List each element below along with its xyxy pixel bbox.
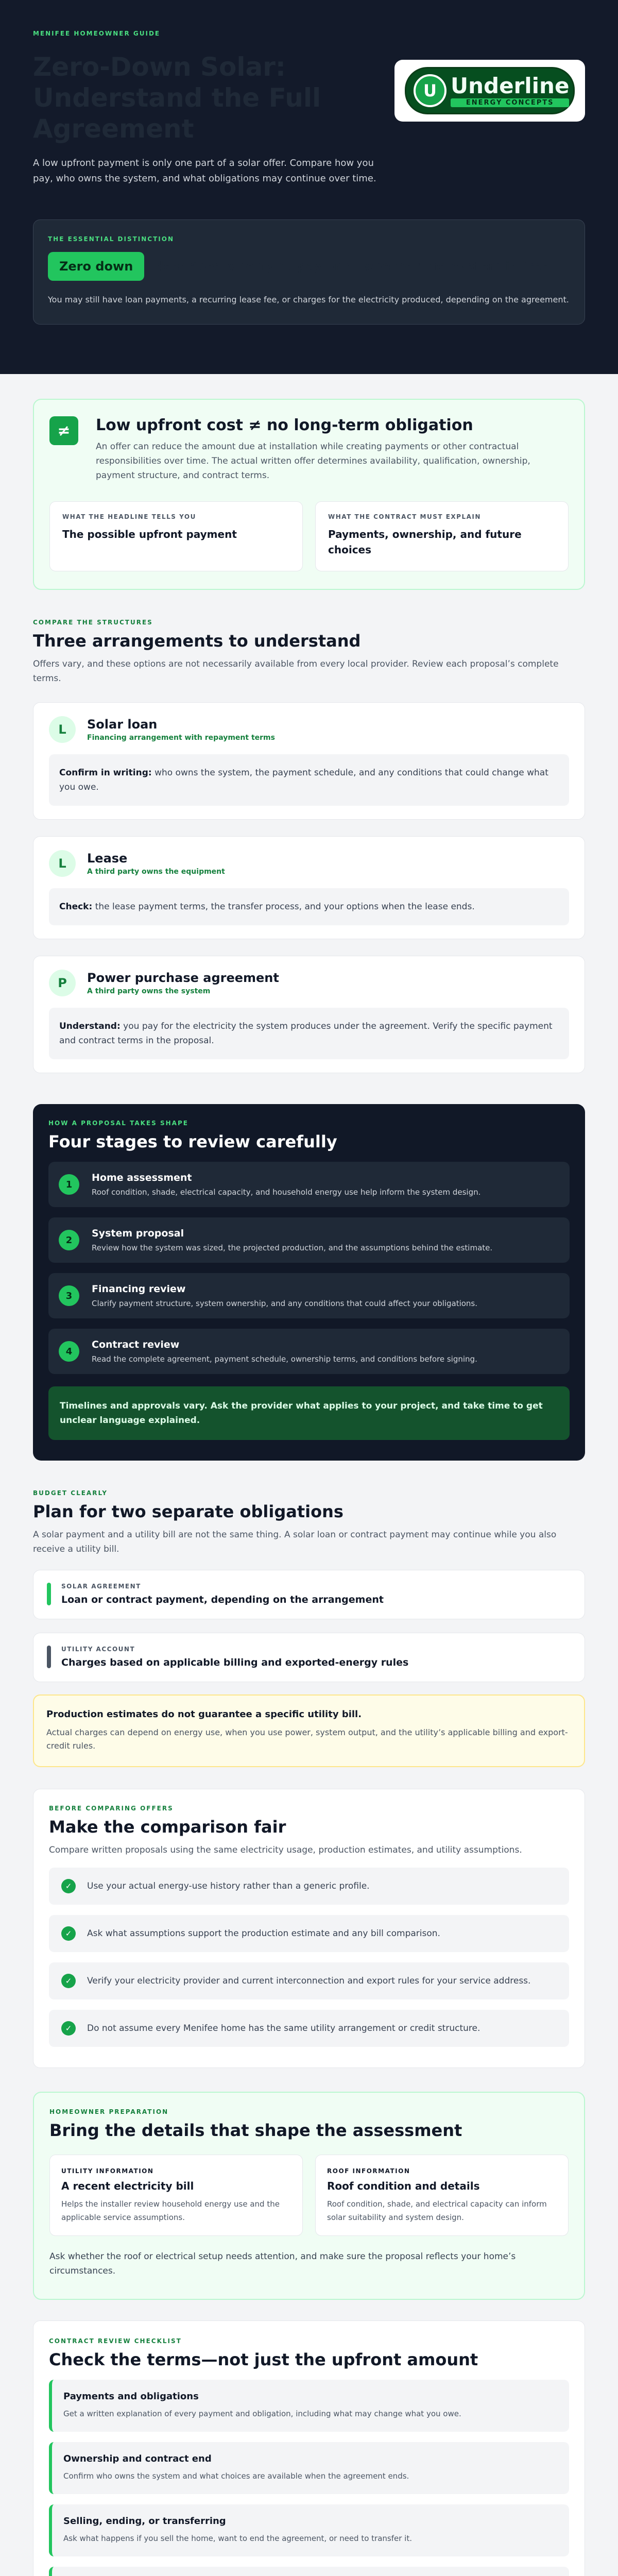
arrangement-note bbox=[49, 1008, 569, 1059]
arrangement-letter-icon: P bbox=[49, 970, 76, 996]
section-intro: Offers vary, and these options are not necessarily available from every local provider. Review each proposal’s complete terms. bbox=[33, 659, 559, 684]
section-intro: Compare written proposals using the same electricity usage, production estimates, and utility assumptions. bbox=[49, 1845, 522, 1855]
arrangement-title: Lease bbox=[87, 851, 128, 866]
section-title: Three arrangements to understand bbox=[33, 631, 361, 651]
obligation-label: UTILITY ACCOUNT bbox=[61, 1646, 135, 1653]
review-item-desc: Confirm who owns the system and what choices are available when the agreement ends. bbox=[63, 2471, 409, 2481]
checklist-text: Ask what assumptions support the production estimate and any bill comparison. bbox=[87, 1928, 440, 1939]
section-title: Bring the details that shape the assessment bbox=[49, 2121, 462, 2140]
logo-mark-icon: U bbox=[414, 74, 447, 107]
section-intro: A solar payment and a utility bill are not the same thing. A solar loan or contract payment may continue while you also receive a utility bill. bbox=[33, 1530, 557, 1554]
distinction-panel bbox=[33, 219, 585, 325]
arrangement-subtitle: A third party owns the equipment bbox=[87, 868, 225, 876]
stage-item bbox=[48, 1162, 570, 1207]
structures-section bbox=[33, 619, 585, 1073]
arrangement-subtitle: Financing arrangement with repayment terms bbox=[87, 734, 275, 742]
obligation-label: SOLAR AGREEMENT bbox=[61, 1583, 141, 1590]
checklist-item bbox=[49, 1868, 569, 1905]
obligation-bar bbox=[47, 1583, 51, 1605]
review-item bbox=[49, 2567, 569, 2576]
prep-col-title: Roof condition and details bbox=[327, 2180, 480, 2192]
prep-section bbox=[33, 2092, 585, 2300]
arrangement-subtitle: A third party owns the system bbox=[87, 987, 211, 995]
check-icon: ✓ bbox=[61, 1974, 76, 1988]
logo-wordmark: Underline bbox=[451, 73, 570, 98]
stage-number: 4 bbox=[59, 1341, 79, 1362]
arrangement-title: Power purchase agreement bbox=[87, 971, 279, 985]
obligation-title: Charges based on applicable billing and exported-energy rules bbox=[61, 1657, 409, 1668]
review-item bbox=[49, 2380, 569, 2432]
check-icon: ✓ bbox=[61, 2021, 76, 2036]
checklist-item bbox=[49, 1962, 569, 1999]
section-eyebrow: BEFORE COMPARING OFFERS bbox=[49, 1805, 174, 1812]
principle-card bbox=[33, 399, 585, 590]
stage-item bbox=[48, 1217, 570, 1263]
review-item-title: Payments and obligations bbox=[63, 2391, 199, 2402]
review-item-desc: Ask what happens if you sell the home, want to end the agreement, or need to transfer it. bbox=[63, 2534, 412, 2543]
arrangement-title: Solar loan bbox=[87, 717, 158, 732]
section-eyebrow: HOW A PROPOSAL TAKES SHAPE bbox=[48, 1120, 188, 1127]
warning-title: Production estimates do not guarantee a specific utility bill. bbox=[46, 1709, 362, 1720]
logo-tagline: ENERGY CONCEPTS bbox=[451, 98, 569, 107]
obligation-bar bbox=[47, 1646, 51, 1668]
section-title: Make the comparison fair bbox=[49, 1817, 286, 1837]
stage-number: 1 bbox=[59, 1174, 79, 1195]
arrangement-note-label: Understand: bbox=[59, 1021, 121, 1031]
stage-title: Contract review bbox=[92, 1339, 180, 1350]
principle-col-label: WHAT THE HEADLINE TELLS YOU bbox=[62, 513, 196, 520]
obligation-title: Loan or contract payment, depending on the arrangement bbox=[61, 1594, 384, 1605]
arrangement-note bbox=[49, 754, 569, 806]
compare-section bbox=[33, 1789, 585, 2068]
section-title: Check the terms—not just the upfront amount bbox=[49, 2350, 478, 2369]
checklist-text: Verify your electricity provider and current interconnection and export rules for your service address. bbox=[87, 1976, 531, 1986]
stage-number: 2 bbox=[59, 1230, 79, 1250]
principle-title: Low upfront cost ≠ no long-term obligation bbox=[96, 416, 473, 434]
obligation-solar bbox=[33, 1570, 585, 1619]
company-logo[interactable] bbox=[394, 60, 585, 122]
prep-roof-box bbox=[315, 2155, 569, 2236]
stage-item bbox=[48, 1273, 570, 1318]
hero-intro: A low upfront payment is only one part of a solar offer. Compare how you pay, who owns the system, and what obligations may continue over time. bbox=[33, 158, 376, 184]
section-eyebrow: COMPARE THE STRUCTURES bbox=[33, 619, 153, 626]
section-eyebrow: CONTRACT REVIEW CHECKLIST bbox=[49, 2337, 182, 2345]
stage-title: System proposal bbox=[92, 1228, 184, 1239]
arrangement-note bbox=[49, 888, 569, 925]
principle-col-label: WHAT THE CONTRACT MUST EXPLAIN bbox=[328, 513, 481, 520]
stage-title: Home assessment bbox=[92, 1172, 192, 1183]
checklist-text: Do not assume every Menifee home has the same utility arrangement or credit structure. bbox=[87, 2023, 480, 2033]
section-eyebrow: HOMEOWNER PREPARATION bbox=[49, 2108, 169, 2115]
checklist-item bbox=[49, 1915, 569, 1952]
prep-col-desc: Helps the installer review household energy use and the applicable service assumptions. bbox=[61, 2199, 280, 2222]
obligation-utility bbox=[33, 1633, 585, 1682]
stage-desc: Read the complete agreement, payment schedule, ownership terms, and conditions before signing. bbox=[92, 1354, 477, 1364]
estimate-warning bbox=[33, 1694, 585, 1767]
arrangement-note-label: Check: bbox=[59, 902, 93, 912]
stages-section bbox=[33, 1104, 585, 1461]
check-icon: ✓ bbox=[61, 1879, 76, 1893]
stage-desc: Roof condition, shade, electrical capacity, and household energy use help inform the system design. bbox=[92, 1188, 481, 1197]
checklist-item bbox=[49, 2010, 569, 2047]
section-title: Plan for two separate obligations bbox=[33, 1502, 344, 1521]
budget-section bbox=[33, 1489, 585, 1767]
stage-desc: Clarify payment structure, system ownership, and any conditions that could affect your obligations. bbox=[92, 1299, 478, 1308]
distinction-note: You may still have loan payments, a recurring lease fee, or charges for the electricity produced, depending on the agreement. bbox=[48, 295, 569, 304]
prep-col-label: UTILITY INFORMATION bbox=[61, 2167, 154, 2175]
arrangement-card-lease bbox=[33, 836, 585, 939]
review-item bbox=[49, 2442, 569, 2494]
arrangement-note-text: who owns the system, the payment schedule, and any conditions that could change what you owe. bbox=[59, 768, 548, 792]
stages-tip: Timelines and approvals vary. Ask the provider what applies to your project, and take time to get unclear language explained. bbox=[48, 1386, 570, 1440]
prep-col-desc: Roof condition, shade, and electrical capacity can inform solar suitability and system design. bbox=[327, 2199, 547, 2222]
not-equal-icon: ≠ bbox=[49, 416, 78, 445]
stage-item bbox=[48, 1329, 570, 1374]
warning-text: Actual charges can depend on energy use, when you use power, system output, and the utility’s applicable billing and export-credit rules. bbox=[46, 1727, 568, 1751]
review-item bbox=[49, 2504, 569, 2556]
arrangement-note-text: you pay for the electricity the system produces under the agreement. Verify the specific payment and contract terms in the proposal. bbox=[59, 1021, 553, 1046]
main-content bbox=[0, 374, 618, 2576]
arrangement-card-ppa bbox=[33, 956, 585, 1073]
check-icon: ✓ bbox=[61, 1926, 76, 1941]
prep-col-label: ROOF INFORMATION bbox=[327, 2167, 410, 2175]
review-item-title: Ownership and contract end bbox=[63, 2453, 212, 2464]
prep-utility-box bbox=[49, 2155, 303, 2236]
section-title: Four stages to review carefully bbox=[48, 1132, 337, 1151]
review-item-title: Selling, ending, or transferring bbox=[63, 2516, 226, 2527]
stage-desc: Review how the system was sized, the projected production, and the assumptions behind the estimate. bbox=[92, 1243, 493, 1252]
zero-down-pill: Zero down bbox=[48, 252, 144, 281]
section-eyebrow: BUDGET CLEARLY bbox=[33, 1489, 108, 1497]
stage-number: 3 bbox=[59, 1285, 79, 1306]
review-item-desc: Get a written explanation of every payment and obligation, including what may change what you owe. bbox=[63, 2409, 461, 2418]
principle-col-title: Payments, ownership, and future choices bbox=[328, 528, 522, 556]
checklist-text: Use your actual energy-use history rather than a generic profile. bbox=[87, 1881, 370, 1891]
review-section bbox=[33, 2320, 585, 2576]
arrangement-note-label: Confirm in writing: bbox=[59, 768, 152, 778]
hero bbox=[0, 0, 618, 374]
distinction-eyebrow: THE ESSENTIAL DISTINCTION bbox=[48, 235, 175, 243]
page-title: Zero-Down Solar: Understand the Full Agreement bbox=[33, 52, 321, 144]
stage-title: Financing review bbox=[92, 1283, 186, 1295]
arrangement-letter-icon: L bbox=[49, 716, 76, 743]
prep-col-title: A recent electricity bill bbox=[61, 2180, 194, 2192]
arrangement-note-text: the lease payment terms, the transfer process, and your options when the lease ends. bbox=[92, 902, 475, 912]
prep-note: Ask whether the roof or electrical setup needs attention, and make sure the proposal reflects your home’s circumstances. bbox=[49, 2251, 516, 2276]
principle-col-title: The possible upfront payment bbox=[62, 528, 237, 540]
hero-eyebrow: MENIFEE HOMEOWNER GUIDE bbox=[33, 30, 161, 37]
principle-headline-box bbox=[49, 501, 303, 571]
arrangement-card-loan bbox=[33, 702, 585, 820]
principle-contract-box bbox=[315, 501, 569, 571]
distinction-text: describes when you pay—not whether the system is free. bbox=[154, 259, 555, 274]
arrangement-letter-icon: L bbox=[49, 850, 76, 877]
principle-text: An offer can reduce the amount due at installation while creating payments or other contractual responsibilities over time. The actual written offer determines availability, qualification, ownership, payment structure, and contract terms. bbox=[96, 442, 530, 481]
